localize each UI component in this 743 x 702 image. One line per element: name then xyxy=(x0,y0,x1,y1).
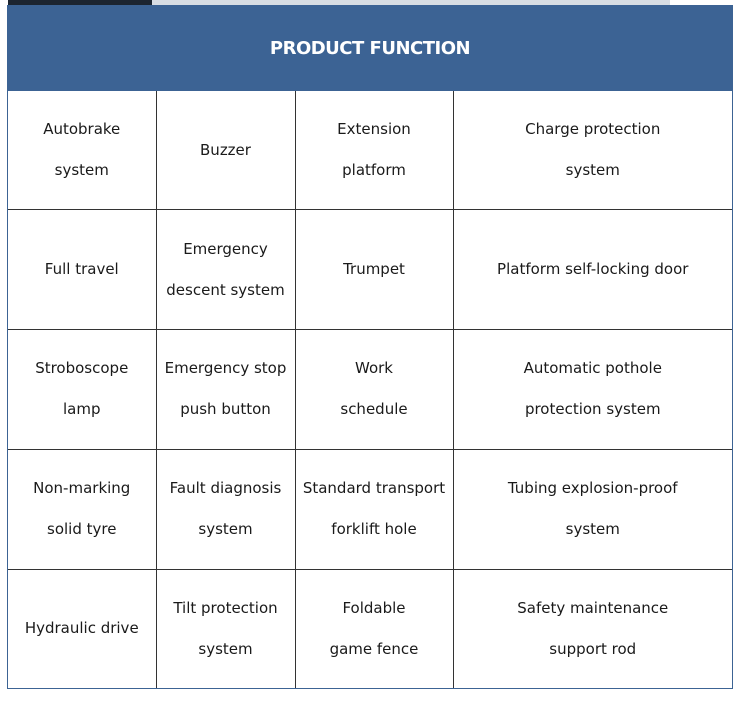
cell-line: Trumpet xyxy=(343,260,405,279)
cell-line: game fence xyxy=(329,639,419,658)
cell-line: push button xyxy=(180,400,271,419)
table-cell xyxy=(453,449,732,569)
cell-line: Full travel xyxy=(44,260,119,279)
cell-line: Fault diagnosis xyxy=(169,479,282,498)
cell-line: Charge protection xyxy=(525,120,661,139)
cell-line: lamp xyxy=(63,400,101,419)
cell-line: system xyxy=(198,639,253,658)
cell-line: Non-marking xyxy=(33,479,131,498)
table-cell xyxy=(156,449,295,569)
table-cell xyxy=(156,330,295,450)
cell-line: Hydraulic drive xyxy=(24,619,139,638)
table-row xyxy=(8,330,732,450)
table-cell xyxy=(295,449,453,569)
cell-line: Autobrake xyxy=(43,120,121,139)
table-cell xyxy=(8,330,156,450)
table-cell xyxy=(8,449,156,569)
table-header xyxy=(8,6,732,91)
table-cell xyxy=(453,330,732,450)
cell-line: protection system xyxy=(524,400,661,419)
table-cell xyxy=(295,330,453,450)
cell-line: system xyxy=(198,520,253,539)
table-cell xyxy=(8,210,156,330)
cell-line: system xyxy=(565,520,620,539)
table-cell xyxy=(295,210,453,330)
table-cell xyxy=(453,91,732,210)
cell-line: Emergency xyxy=(183,239,268,258)
cell-line: Automatic pothole xyxy=(523,359,662,378)
cell-line: Extension xyxy=(337,120,411,139)
table-row xyxy=(8,91,732,210)
table-cell xyxy=(453,210,732,330)
table-cell xyxy=(8,91,156,210)
cell-line: Buzzer xyxy=(200,140,251,159)
cell-line: forklift hole xyxy=(331,520,417,539)
cell-line: platform xyxy=(342,161,406,180)
cell-line: Platform self-locking door xyxy=(497,260,689,279)
table-cell xyxy=(295,91,453,210)
table-cell xyxy=(453,569,732,688)
table-cell xyxy=(156,210,295,330)
cell-line: Emergency stop xyxy=(164,359,287,378)
cell-line: Safety maintenance xyxy=(517,598,669,617)
product-function-grid xyxy=(8,91,732,688)
cell-line: Standard transport xyxy=(302,479,446,498)
table-cell xyxy=(295,569,453,688)
cell-line: Work xyxy=(355,359,393,378)
table-title: PRODUCT FUNCTION xyxy=(269,38,471,59)
table-row xyxy=(8,569,732,688)
table-cell xyxy=(8,569,156,688)
cell-line: schedule xyxy=(340,400,408,419)
table-cell xyxy=(156,569,295,688)
cell-line: support rod xyxy=(549,639,637,658)
grid-body xyxy=(8,91,732,688)
product-function-table-frame xyxy=(7,5,733,689)
table-cell xyxy=(156,91,295,210)
cell-line: system xyxy=(565,161,620,180)
table-row xyxy=(8,449,732,569)
cell-line: Tubing explosion-proof xyxy=(507,479,678,498)
cell-line: descent system xyxy=(166,280,285,299)
cell-line: Tilt protection xyxy=(173,598,278,617)
cell-line: system xyxy=(54,161,109,180)
table-row xyxy=(8,210,732,330)
cell-line: solid tyre xyxy=(47,520,117,539)
cell-line: Foldable xyxy=(342,598,406,617)
cell-line: Stroboscope xyxy=(35,359,129,378)
